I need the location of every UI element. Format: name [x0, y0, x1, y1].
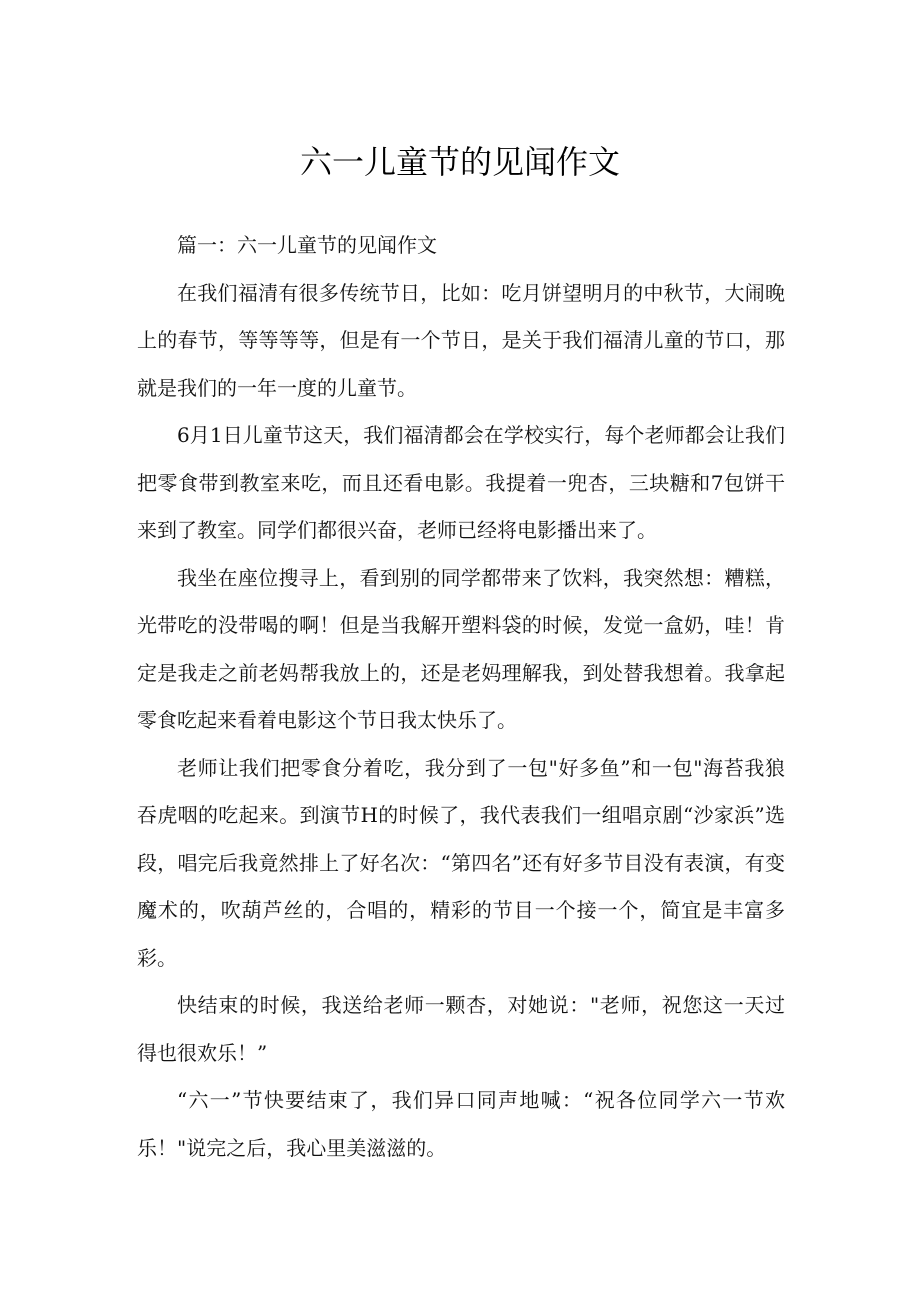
paragraph: 6月1日儿童节这天，我们福清都会在学校实行，每个老师都会让我们把零食带到教室来吃，而且还看电影。我提着一兜杏，三块糖和7包饼干来到了教室。同学们都很兴奋，老师已经将电影播出来了。	[137, 423, 785, 542]
section-heading: 篇一：六一儿童节的见闻作文	[177, 233, 437, 257]
paragraph: 老师让我们把零食分着吃，我分到了一包"好多鱼”和一包"海苔我狼吞虎咽的吃起来。到演节H的时候了，我代表我们一组唱京剧“沙家浜”选段，唱完后我竟然排上了好名次：“第四名”还有好多节目没有表演，有变魔术的，吹葫芦丝的，合唱的，精彩的节目一个接一个，简宜是丰富多彩。	[137, 755, 785, 970]
paragraph: 快结束的时候，我送给老师一颗杏，对她说："老师，祝您这一天过得也很欢乐！”	[137, 993, 785, 1065]
paragraph: “六一”节快要结束了，我们异口同声地喊：“祝各位同学六一节欢乐！"说完之后，我心里美滋滋的。	[137, 1088, 785, 1160]
paragraph: 我坐在座位搜寻上，看到别的同学都带来了饮料，我突然想：糟糕，光带吃的没带喝的啊！但是当我解开塑料袋的时候，发觉一盒奶，哇！肯定是我走之前老妈帮我放上的，还是老妈理解我，到处替我想着。我拿起零食吃起来看着电影这个节日我太快乐了。	[137, 565, 785, 732]
paragraph: 在我们福清有很多传统节日，比如：吃月饼望明月的中秋节，大闹晚上的春节，等等等等，但是有一个节日，是关于我们福清儿童的节口，那就是我们的一年一度的儿童节。	[137, 280, 785, 400]
document-title: 六一儿童节的见闻作文	[299, 143, 620, 181]
document-body	[137, 222, 785, 1172]
